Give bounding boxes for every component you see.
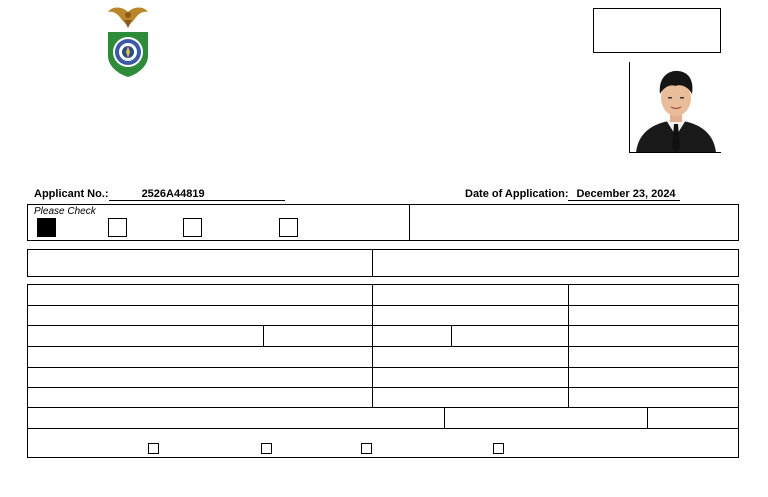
- status-checkbox-3[interactable]: [361, 443, 372, 454]
- choice-checkbox-3[interactable]: [183, 218, 202, 237]
- applicant-no-label: Applicant No.:: [34, 188, 109, 200]
- date-label: Date of Application:: [465, 188, 569, 200]
- applicant-no-value: 2526A44819: [141, 188, 205, 200]
- date-value: December 23, 2024: [576, 188, 676, 200]
- choice-checkbox-1[interactable]: [37, 218, 56, 237]
- please-check-label: Please Check: [34, 206, 96, 217]
- status-checkbox-1[interactable]: [148, 443, 159, 454]
- grid-line: [27, 346, 739, 347]
- status-checkbox-2[interactable]: [261, 443, 272, 454]
- name-row-box: [27, 249, 739, 277]
- divider: [372, 249, 373, 277]
- grid-line: [372, 284, 373, 407]
- status-checkbox-4[interactable]: [493, 443, 504, 454]
- grid-line: [27, 428, 739, 429]
- date-row: [465, 188, 680, 201]
- date-field: [568, 188, 679, 201]
- grid-line: [27, 305, 739, 306]
- grid-line: [568, 284, 569, 407]
- reference-box: [593, 8, 721, 53]
- grid-line: [444, 407, 445, 428]
- grid-line: [27, 367, 739, 368]
- program-choice-box: [27, 204, 739, 241]
- grid-line: [27, 387, 739, 388]
- applicant-no-field: [109, 188, 285, 201]
- choice-checkbox-2[interactable]: [108, 218, 127, 237]
- applicant-no-row: [34, 188, 285, 201]
- grid-line: [27, 325, 739, 326]
- grid-line: [263, 325, 264, 346]
- personal-info-grid: [27, 284, 739, 458]
- divider: [409, 204, 410, 241]
- choice-checkbox-4[interactable]: [279, 218, 298, 237]
- grid-line: [647, 407, 648, 428]
- applicant-photo: [629, 62, 721, 153]
- school-seal-logo: [104, 4, 152, 78]
- grid-line: [451, 325, 452, 346]
- grid-line: [27, 407, 739, 408]
